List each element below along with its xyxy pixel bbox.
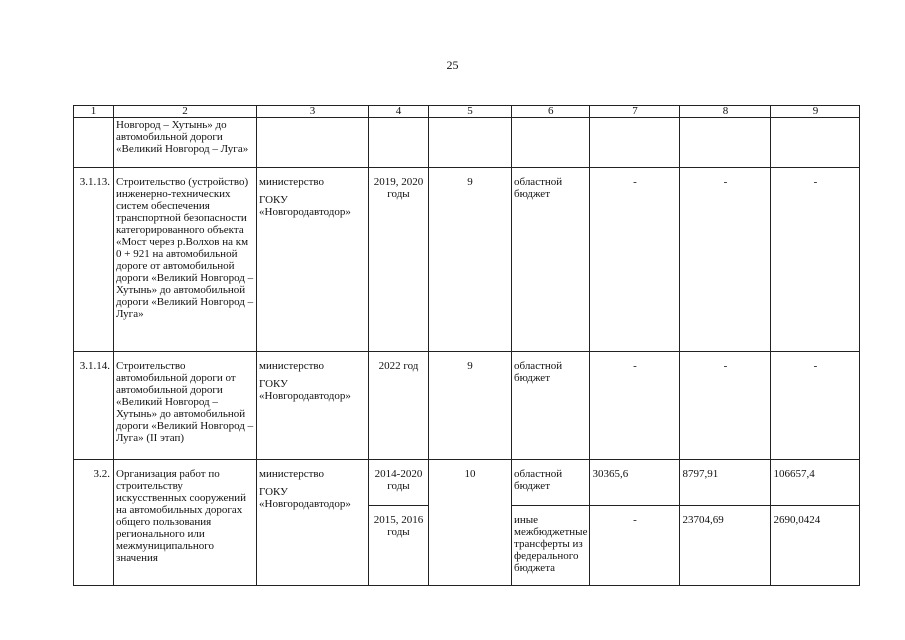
executor-cell — [257, 118, 369, 168]
source-cell: иные межбюджетные трансферты из федерального бюджета — [512, 506, 590, 586]
document-table — [73, 105, 860, 586]
column-header: 1 — [74, 106, 114, 118]
value-cell: - — [680, 352, 771, 460]
value-cell: - — [590, 168, 680, 352]
table-header-row — [74, 106, 860, 118]
target-cell — [429, 118, 512, 168]
value-cell — [680, 118, 771, 168]
executor-cell — [257, 168, 369, 352]
years-cell: 2019, 2020 годы — [369, 168, 429, 352]
value-cell: 106657,4 — [771, 460, 860, 506]
table-row — [74, 168, 860, 352]
target-cell: 10 — [429, 460, 512, 586]
table-row — [74, 118, 860, 168]
page-number: 25 — [446, 58, 459, 72]
years-cell: 2014-2020 годы — [369, 460, 429, 506]
column-header: 2 — [114, 106, 257, 118]
source-cell: областной бюджет — [512, 352, 590, 460]
value-cell: - — [771, 352, 860, 460]
table-row — [74, 352, 860, 460]
row-number-cell — [74, 118, 114, 168]
row-number-cell: 3.2. — [74, 460, 114, 586]
table-row — [74, 460, 860, 506]
value-cell: - — [590, 352, 680, 460]
target-cell: 9 — [429, 352, 512, 460]
executor-goku: ГОКУ «Новгородавтодор» — [259, 378, 351, 402]
source-cell — [512, 118, 590, 168]
column-header: 7 — [590, 106, 680, 118]
value-cell: 8797,91 — [680, 460, 771, 506]
column-header: 6 — [512, 106, 590, 118]
source-cell: областной бюджет — [512, 168, 590, 352]
activity-name-cell: Строительство автомобильной дороги от автомобильной дороги «Великий Новгород – Хутынь» до автомобильной дороги «Великий Новгород – Луга» (II этап) — [114, 352, 257, 460]
executor-cell — [257, 460, 369, 586]
value-cell: 30365,6 — [590, 460, 680, 506]
row-number-cell: 3.1.13. — [74, 168, 114, 352]
value-cell: 2690,0424 — [771, 506, 860, 586]
column-header: 9 — [771, 106, 860, 118]
column-header: 3 — [257, 106, 369, 118]
value-cell: - — [680, 168, 771, 352]
executor-cell — [257, 352, 369, 460]
activity-name-cell: Новгород – Хутынь» до автомобильной дороги «Великий Новгород – Луга» — [114, 118, 257, 168]
years-cell — [369, 118, 429, 168]
target-cell: 9 — [429, 168, 512, 352]
executor-ministry: министерство — [259, 360, 325, 372]
source-cell: областной бюджет — [512, 460, 590, 506]
value-cell — [771, 118, 860, 168]
value-cell: 23704,69 — [680, 506, 771, 586]
executor-ministry: министерство — [259, 176, 325, 188]
value-cell — [590, 118, 680, 168]
activity-name-cell: Организация работ по строительству искусственных сооружений на автомобильных дорогах общего пользования регионального или межмуниципального значения — [114, 460, 257, 586]
years-cell: 2015, 2016 годы — [369, 506, 429, 586]
value-cell: - — [590, 506, 680, 586]
value-cell: - — [771, 168, 860, 352]
executor-goku: ГОКУ «Новгородавтодор» — [259, 194, 351, 218]
row-number-cell: 3.1.14. — [74, 352, 114, 460]
column-header: 8 — [680, 106, 771, 118]
activity-name-cell: Строительство (устройство) инженерно-технических систем обеспечения транспортной безопасности категорированного объекта «Мост через р.Волхов на км 0 + 921 на автомобильной дороге от автомобильной дороги «Великий Новгород – Хутынь» до автомобильной дороги «Великий Новгород – Луга» — [114, 168, 257, 352]
executor-goku: ГОКУ «Новгородавтодор» — [259, 486, 351, 510]
column-header: 5 — [429, 106, 512, 118]
column-header: 4 — [369, 106, 429, 118]
years-cell: 2022 год — [369, 352, 429, 460]
executor-ministry: министерство — [259, 468, 325, 480]
